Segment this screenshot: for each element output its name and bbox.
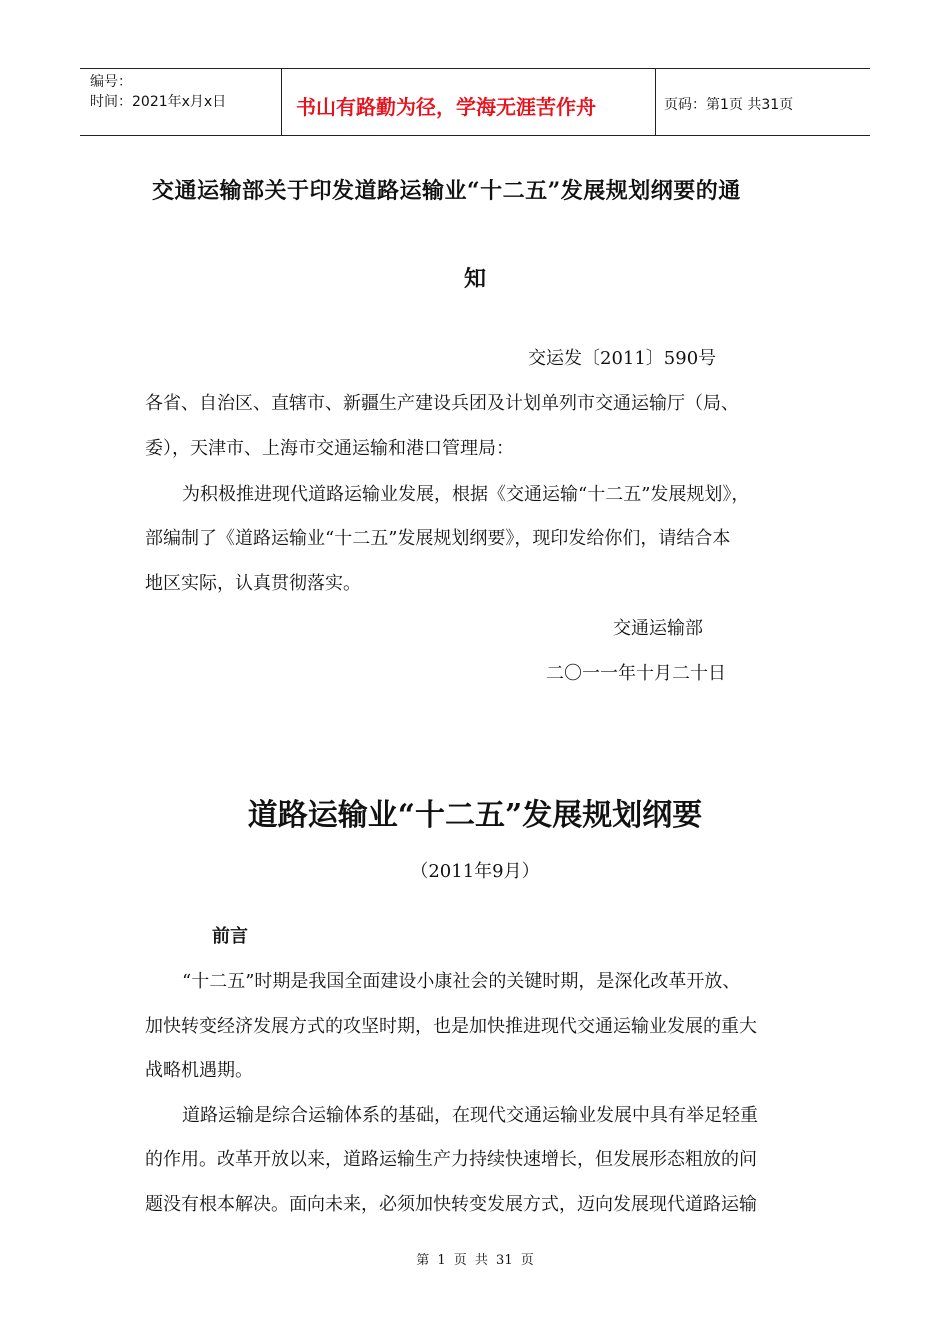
notice-body-line3: 地区实际，认真贯彻落实。 — [145, 573, 361, 594]
notice-title-line1: 交通运输部关于印发道路运输业“十二五”发展规划纲要的通 — [152, 178, 741, 204]
notice-body-line1: 为积极推进现代道路运输业发展，根据《交通运输“十二五”发展规划》， — [182, 484, 750, 505]
notice-doc-number: 交运发〔2011〕590号 — [528, 348, 717, 369]
notice-title-line2: 知 — [464, 266, 487, 292]
header-top-rule — [80, 68, 870, 69]
notice-signature: 交通运输部 — [613, 618, 703, 639]
preface-p2-line3: 题没有根本解决。面向未来，必须加快转变发展方式，迈向发展现代道路运输 — [145, 1194, 757, 1215]
preface-p1-line3: 战略机遇期。 — [145, 1060, 253, 1081]
outline-title: 道路运输业“十二五”发展规划纲要 — [247, 798, 703, 833]
preface-p1-line2: 加快转变经济发展方式的攻坚时期，也是加快推进现代交通运输业发展的重大 — [145, 1016, 757, 1037]
footer-page-number: 第 1 页 共 31 页 — [416, 1253, 534, 1268]
preface-p1-line1: “十二五”时期是我国全面建设小康社会的关键时期，是深化改革开放、 — [182, 971, 741, 992]
preface-p2-line1: 道路运输是综合运输体系的基础，在现代交通运输业发展中具有举足轻重 — [182, 1105, 758, 1126]
header-bottom-rule — [80, 135, 870, 136]
notice-body-line2: 部编制了《道路运输业“十二五”发展规划纲要》，现印发给你们，请结合本 — [145, 528, 731, 549]
preface-p2-line2: 的作用。改革开放以来，道路运输生产力持续快速增长，但发展形态粗放的问 — [145, 1149, 757, 1170]
notice-addressee-line2: 委），天津市、上海市交通运输和港口管理局： — [145, 438, 514, 459]
header-motto: 书山有路勤为径，学海无涯苦作舟 — [296, 95, 596, 119]
notice-date: 二〇一一年十月二十日 — [546, 663, 726, 684]
header-page-info: 页码：第1页 共31页 — [664, 97, 794, 113]
header-divider-right — [655, 68, 656, 136]
header-time-label: 时间：2021年x月x日 — [90, 94, 227, 110]
outline-date: （2011年9月） — [410, 861, 540, 882]
notice-addressee-line1: 各省、自治区、直辖市、新疆生产建设兵团及计划单列市交通运输厅（局、 — [145, 393, 739, 414]
preface-heading: 前言 — [212, 926, 248, 947]
header-number-label: 编号： — [90, 74, 132, 90]
header-divider-left — [281, 68, 282, 136]
